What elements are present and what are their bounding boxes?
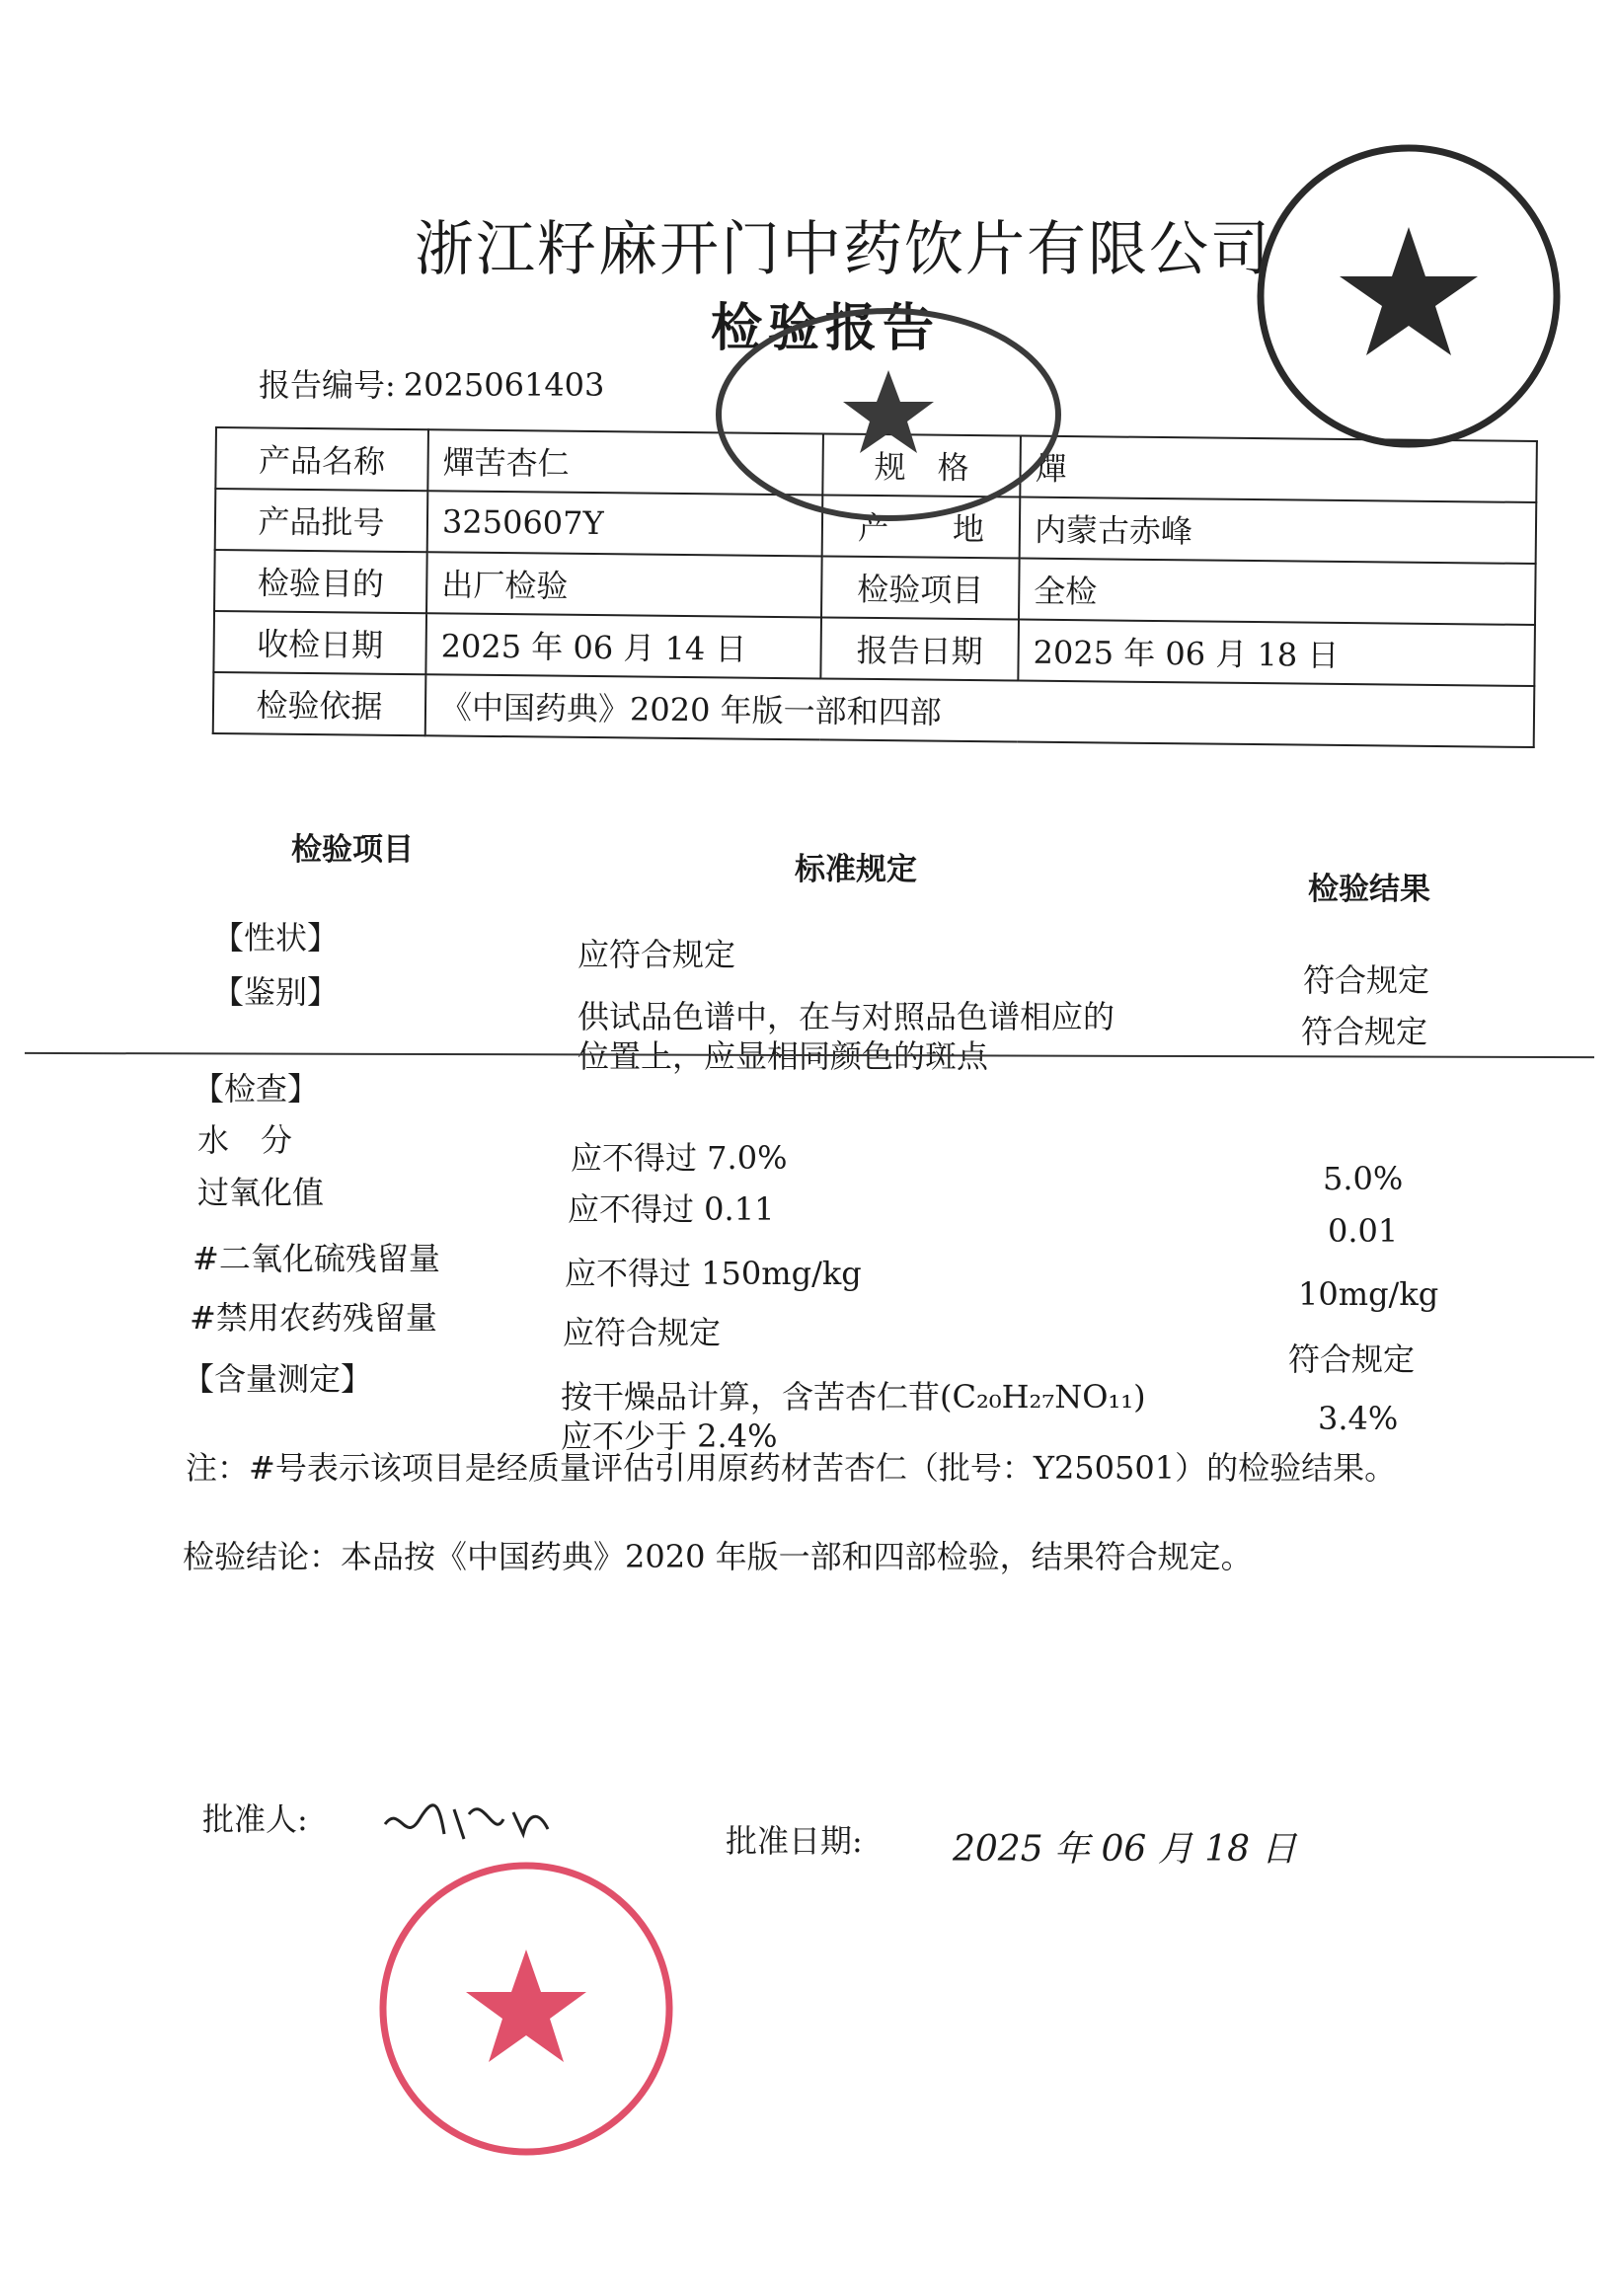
col-header-item: 检验项目	[291, 832, 414, 868]
row-peroxide-standard: 应不得过 0.11	[568, 1190, 775, 1228]
approve-date-value: 2025 年 06 月 18 日	[953, 1829, 1297, 1870]
row-identification-standard-2: 位置上，应显相同颜色的斑点	[577, 1037, 989, 1075]
row-so2-standard: 应不得过 150mg/kg	[565, 1255, 862, 1292]
red-quality-stamp-icon	[373, 1856, 679, 2162]
row-water-standard: 应不得过 7.0%	[571, 1139, 788, 1177]
row-appearance-standard: 应符合规定	[577, 936, 736, 973]
spec-label: 规 格	[822, 433, 1021, 497]
product-name-value: 燀苦杏仁	[427, 429, 823, 495]
report-number-label: 报告编号:	[259, 366, 396, 404]
approve-date-label: 批准日期:	[726, 1822, 863, 1860]
batch-label: 产品批号	[215, 489, 428, 552]
basis-value: 《中国药典》2020 年版一部和四部	[425, 674, 1535, 747]
row-identification-standard-1: 供试品色谱中，在与对照品色谱相应的	[577, 998, 1115, 1035]
report-number	[259, 360, 604, 406]
report-title: 检验报告	[711, 298, 941, 358]
row-inspection: 【检查】	[192, 1070, 320, 1108]
conclusion: 检验结论：本品按《中国药典》2020 年版一部和四部检验，结果符合规定。	[183, 1538, 1253, 1575]
row-so2-result: 10mg/kg	[1298, 1275, 1439, 1313]
row-water: 水 分	[197, 1121, 293, 1159]
col-header-standard: 标准规定	[795, 852, 917, 887]
approver-label: 批准人:	[202, 1800, 308, 1838]
receive-date-label: 收检日期	[213, 611, 426, 674]
row-water-result: 5.0%	[1323, 1160, 1404, 1197]
row-appearance: 【性状】	[212, 919, 340, 957]
purpose-value: 出厂检验	[426, 552, 822, 617]
footnote: 注：#号表示该项目是经质量评估引用原药材苦杏仁（批号：Y250501）的检验结果。	[186, 1449, 1397, 1487]
items-label: 检验项目	[821, 556, 1020, 619]
company-stamp-icon	[1246, 133, 1572, 459]
items-value: 全检	[1019, 559, 1536, 625]
report-number-value: 2025061403	[403, 366, 605, 404]
batch-value: 3250607Y	[427, 491, 823, 556]
col-header-result: 检验结果	[1308, 872, 1430, 907]
receive-date-value: 2025 年 06 月 14 日	[425, 613, 821, 678]
purpose-label: 检验目的	[214, 550, 427, 613]
row-assay: 【含量测定】	[183, 1360, 373, 1398]
signature-icon	[375, 1785, 563, 1854]
row-assay-standard-1: 按干燥品计算，含苦杏仁苷(C₂₀H₂₇NO₁₁)	[561, 1378, 1146, 1416]
row-pesticide-result: 符合规定	[1288, 1340, 1416, 1378]
qc-stamp-icon	[711, 301, 1066, 528]
row-identification: 【鉴别】	[212, 973, 340, 1011]
company-title: 浙江籽麻开门中药饮片有限公司	[415, 215, 1271, 284]
basis-label: 检验依据	[213, 672, 426, 735]
row-pesticide-standard: 应符合规定	[563, 1314, 722, 1351]
report-date-label: 报告日期	[820, 617, 1019, 680]
report-date-value: 2025 年 06 月 18 日	[1018, 620, 1535, 686]
row-pesticide: #禁用农药残留量	[190, 1299, 437, 1337]
row-assay-standard-2: 应不少于 2.4%	[561, 1417, 778, 1455]
row-peroxide: 过氧化值	[197, 1174, 325, 1211]
row-identification-result: 符合规定	[1301, 1013, 1428, 1050]
origin-label: 产 地	[822, 495, 1021, 558]
row-assay-result: 3.4%	[1318, 1400, 1399, 1437]
row-peroxide-result: 0.01	[1328, 1212, 1399, 1250]
row-so2: #二氧化硫残留量	[192, 1240, 440, 1277]
origin-value: 内蒙古赤峰	[1020, 497, 1537, 564]
row-appearance-result: 符合规定	[1303, 961, 1430, 999]
spec-value: 燀	[1020, 436, 1537, 502]
table-row	[213, 672, 1535, 747]
product-name-label: 产品名称	[215, 427, 428, 491]
